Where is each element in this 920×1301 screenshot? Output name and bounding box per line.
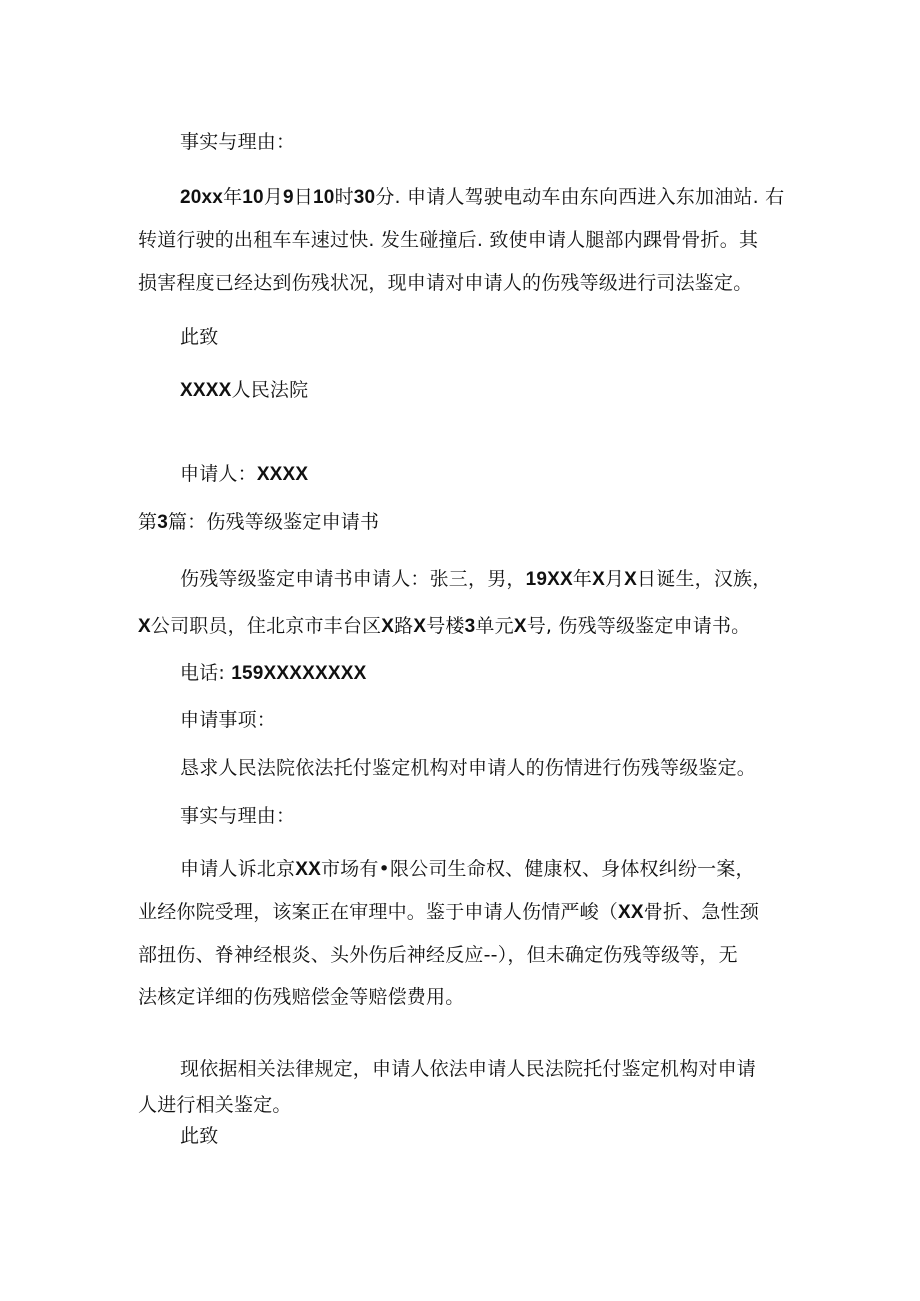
phone-line: 电话: 159XXXXXXXX [180, 662, 367, 684]
legal-basis-line-2: 人进行相关鉴定。 [138, 1094, 292, 1116]
legal-basis-paragraph [138, 1051, 798, 1123]
chapter-3-title: 第3篇：伤残等级鉴定申请书 [138, 511, 380, 533]
application-items-body: 恳求人民法院依法托付鉴定机构对申请人的伤情进行伤残等级鉴定。 [180, 757, 757, 779]
facts-paragraph-2 [138, 848, 798, 1018]
facts-heading-1: 事实与理由： [180, 131, 296, 153]
facts-paragraph-2-line-1: 申请人诉北京XX市场有•限公司生命权、健康权、身体权纠纷一案， [180, 858, 755, 880]
facts-paragraph-2-line-2: 业经你院受理，该案正在审理中。鉴于申请人伤情严峻（XX骨折、急性颈 [138, 901, 759, 923]
salutation-2: 此致 [180, 1125, 219, 1147]
salutation-1: 此致 [180, 326, 219, 348]
applicant-info-paragraph [138, 556, 798, 650]
applicant-signature: 申请人：XXXX [180, 463, 309, 485]
facts-paragraph-2-line-3: 部扭伤、脊神经根炎、头外伤后神经反应--），但未确定伤残等级等，无 [138, 944, 738, 966]
facts-paragraph-2-line-4: 法核定详细的伤残赔偿金等赔偿费用。 [138, 986, 465, 1008]
applicant-info-line-1: 伤残等级鉴定申请书申请人：张三，男，19XX年X月X日诞生，汉族， [180, 568, 772, 590]
court-name: XXXX人民法院 [180, 379, 309, 401]
facts-heading-2: 事实与理由： [180, 805, 296, 827]
application-items-heading: 申请事项： [180, 709, 277, 731]
applicant-info-line-2: X公司职员，住北京市丰台区X路X号楼3单元X号, 伤残等级鉴定申请书。 [138, 615, 751, 637]
facts-paragraph-1-line-2: 转道行驶的出租车车速过快. 发生碰撞后. 致使申请人腿部内踝骨骨折。其 [138, 229, 759, 251]
facts-paragraph-1-line-1: 20xx年10月9日10时30分. 申请人驾驶电动车由东向西进入东加油站. 右 [180, 186, 785, 208]
facts-paragraph-1-line-3: 损害程度已经达到伤残状况，现申请对申请人的伤残等级进行司法鉴定。 [138, 272, 753, 294]
facts-paragraph-1 [138, 176, 798, 305]
legal-basis-line-1: 现依据相关法律规定，申请人依法申请人民法院托付鉴定机构对申请 [180, 1058, 757, 1080]
